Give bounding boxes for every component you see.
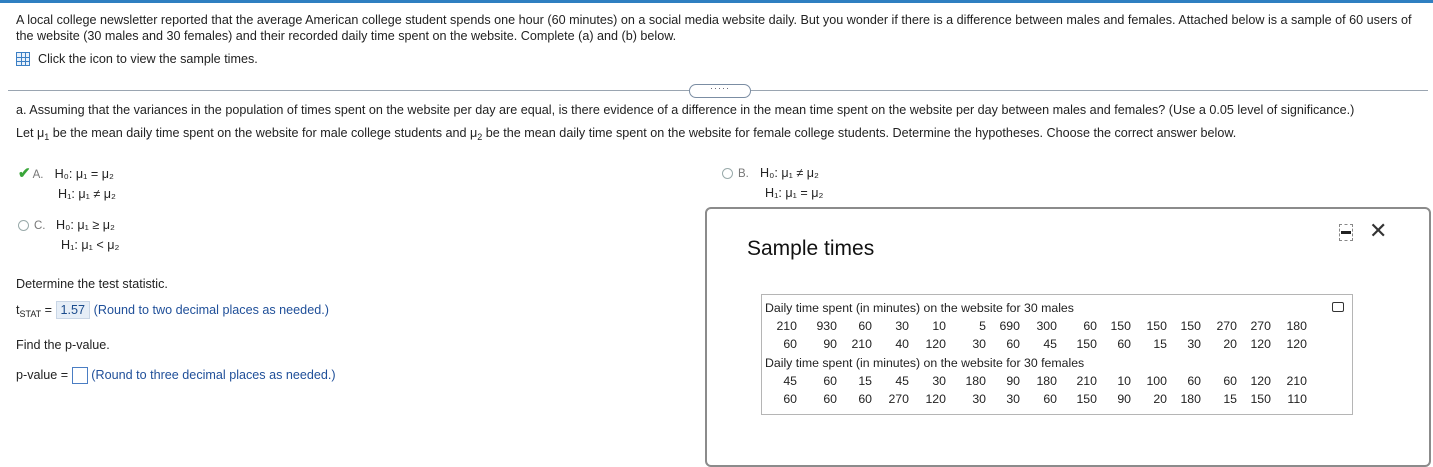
males-title: Daily time spent (in minutes) on the website for 30 males xyxy=(765,301,1074,315)
data-cell: 210 xyxy=(851,337,872,351)
hypothesis-instructions: Let $\mu_1$ be the mean daily time spent on the website for male college students and $\mu_2$ be the mean daily time spent on the website for female college students. Determine the hypotheses. Choose the correct answer below. xyxy=(16,126,1237,142)
test-stat-row: $t_{STAT} = 1.57$ (Round to two decimal places as needed.) xyxy=(16,303,329,319)
data-cell: 60 xyxy=(823,392,837,406)
data-cell: 690 xyxy=(999,319,1020,333)
option-b-h1: H₁: μ₁ = μ₂ xyxy=(765,186,824,200)
option-b-h0: H₀: μ₁ ≠ μ₂ xyxy=(760,166,819,180)
data-cell: 60 xyxy=(858,392,872,406)
data-cell: 180 xyxy=(1180,392,1201,406)
data-cell: 10 xyxy=(1117,374,1131,388)
data-cell: 90 xyxy=(823,337,837,351)
males-row-1 xyxy=(765,319,1307,333)
data-cell: 30 xyxy=(895,319,909,333)
p-value-prompt: Find the p-value. xyxy=(16,338,110,352)
data-cell: 5 xyxy=(979,319,986,333)
data-cell: 10 xyxy=(932,319,946,333)
data-cell: 60 xyxy=(1187,374,1201,388)
data-cell: 90 xyxy=(1006,374,1020,388)
data-cell: 150 xyxy=(1180,319,1201,333)
data-cell: 60 xyxy=(823,374,837,388)
minimize-icon[interactable] xyxy=(1339,224,1353,241)
close-icon[interactable]: ✕ xyxy=(1369,218,1388,243)
option-c[interactable]: C. H₀: μ₁ ≥ μ₂ H₁: μ₁ < μ₂ xyxy=(18,216,119,255)
data-cell: 110 xyxy=(1287,392,1307,406)
data-cell: 180 xyxy=(1036,374,1057,388)
data-cell: 150 xyxy=(1110,319,1131,333)
data-cell: 270 xyxy=(1250,319,1271,333)
copy-icon[interactable] xyxy=(1332,302,1344,312)
data-cell: 60 xyxy=(858,319,872,333)
test-stat-answer: 1.57 xyxy=(56,301,91,319)
radio-icon[interactable] xyxy=(722,168,733,179)
data-cell: 930 xyxy=(816,319,837,333)
sample-times-dialog xyxy=(705,207,1431,467)
data-cell: 150 xyxy=(1250,392,1271,406)
test-stat-prompt: Determine the test statistic. xyxy=(16,277,168,291)
expand-toggle[interactable]: ····· xyxy=(689,84,751,98)
test-stat-hint: (Round to two decimal places as needed.) xyxy=(93,303,329,317)
data-cell: 180 xyxy=(965,374,986,388)
data-cell: 120 xyxy=(1250,337,1271,351)
data-cell: 30 xyxy=(972,392,986,406)
correct-check-icon: ✔ xyxy=(18,165,31,182)
females-title: Daily time spent (in minutes) on the website for 30 females xyxy=(765,356,1085,370)
data-cell: 120 xyxy=(1286,337,1307,351)
data-cell: 45 xyxy=(895,374,909,388)
data-cell: 45 xyxy=(1043,337,1057,351)
data-cell: 60 xyxy=(1006,337,1020,351)
data-cell: 30 xyxy=(1006,392,1020,406)
data-cell: 60 xyxy=(1083,319,1097,333)
data-cell: 60 xyxy=(1117,337,1131,351)
problem-intro: A local college newsletter reported that the average American college student spends one hour (60 minutes) on a social media website daily. But you wonder if there is a difference between males and females. Attached below is a sample of 60 users of the website (30 males and 30 females) and their recorded daily time spent on the website. Complete (a) and (b) below. xyxy=(16,13,1412,43)
option-a[interactable]: ✔ A. H₀: μ₁ = μ₂ H₁: μ₁ ≠ μ₂ xyxy=(18,165,116,201)
data-cell: 210 xyxy=(776,319,797,333)
data-cell: 270 xyxy=(888,392,909,406)
p-value-row: p-value = (Round to three decimal places as needed.) xyxy=(16,367,336,384)
data-cell: 30 xyxy=(932,374,946,388)
data-cell: 180 xyxy=(1286,319,1307,333)
radio-icon[interactable] xyxy=(18,220,29,231)
data-cell: 210 xyxy=(1286,374,1307,388)
data-cell: 150 xyxy=(1146,319,1167,333)
part-a-question: a. Assuming that the variances in the population of times spent on the website per day are equal, is there evidence of a difference in the mean time spent on the website per day between males and females? (Use a 0.05 level of significance.) xyxy=(16,103,1355,117)
data-cell: 15 xyxy=(1153,337,1167,351)
data-cell: 270 xyxy=(1216,319,1237,333)
dialog-title: Sample times xyxy=(747,237,875,260)
data-cell: 30 xyxy=(972,337,986,351)
data-cell: 120 xyxy=(925,337,946,351)
option-c-h1: H₁: μ₁ < μ₂ xyxy=(61,238,120,252)
females-row-1 xyxy=(765,374,1307,388)
data-cell: 150 xyxy=(1076,337,1097,351)
table-icon[interactable] xyxy=(16,52,30,66)
males-row-2 xyxy=(765,337,1307,351)
data-cell: 120 xyxy=(925,392,946,406)
data-cell: 30 xyxy=(1187,337,1201,351)
p-value-input[interactable] xyxy=(72,367,88,384)
data-cell: 60 xyxy=(783,337,797,351)
view-sample-link[interactable] xyxy=(16,52,258,66)
data-cell: 60 xyxy=(1223,374,1237,388)
data-cell: 150 xyxy=(1076,392,1097,406)
data-cell: 60 xyxy=(783,392,797,406)
option-b[interactable]: B. H₀: μ₁ ≠ μ₂ H₁: μ₁ = μ₂ xyxy=(722,164,823,203)
data-cell: 20 xyxy=(1223,337,1237,351)
sample-data-table xyxy=(761,294,1353,415)
data-cell: 210 xyxy=(1076,374,1097,388)
data-cell: 100 xyxy=(1146,374,1167,388)
option-a-h0: H₀: μ₁ = μ₂ xyxy=(54,167,114,181)
females-row-2 xyxy=(765,392,1307,406)
p-value-hint: (Round to three decimal places as needed.) xyxy=(91,368,336,382)
data-cell: 15 xyxy=(1223,392,1237,406)
data-cell: 90 xyxy=(1117,392,1131,406)
data-cell: 45 xyxy=(783,374,797,388)
option-a-h1: H₁: μ₁ ≠ μ₂ xyxy=(58,187,116,201)
data-cell: 60 xyxy=(1043,392,1057,406)
data-cell: 40 xyxy=(895,337,909,351)
option-c-h0: H₀: μ₁ ≥ μ₂ xyxy=(56,218,115,232)
view-sample-link-label: Click the icon to view the sample times. xyxy=(38,52,258,66)
data-cell: 20 xyxy=(1153,392,1167,406)
data-cell: 120 xyxy=(1250,374,1271,388)
data-cell: 300 xyxy=(1036,319,1057,333)
data-cell: 15 xyxy=(858,374,872,388)
top-accent-bar xyxy=(0,0,1433,3)
